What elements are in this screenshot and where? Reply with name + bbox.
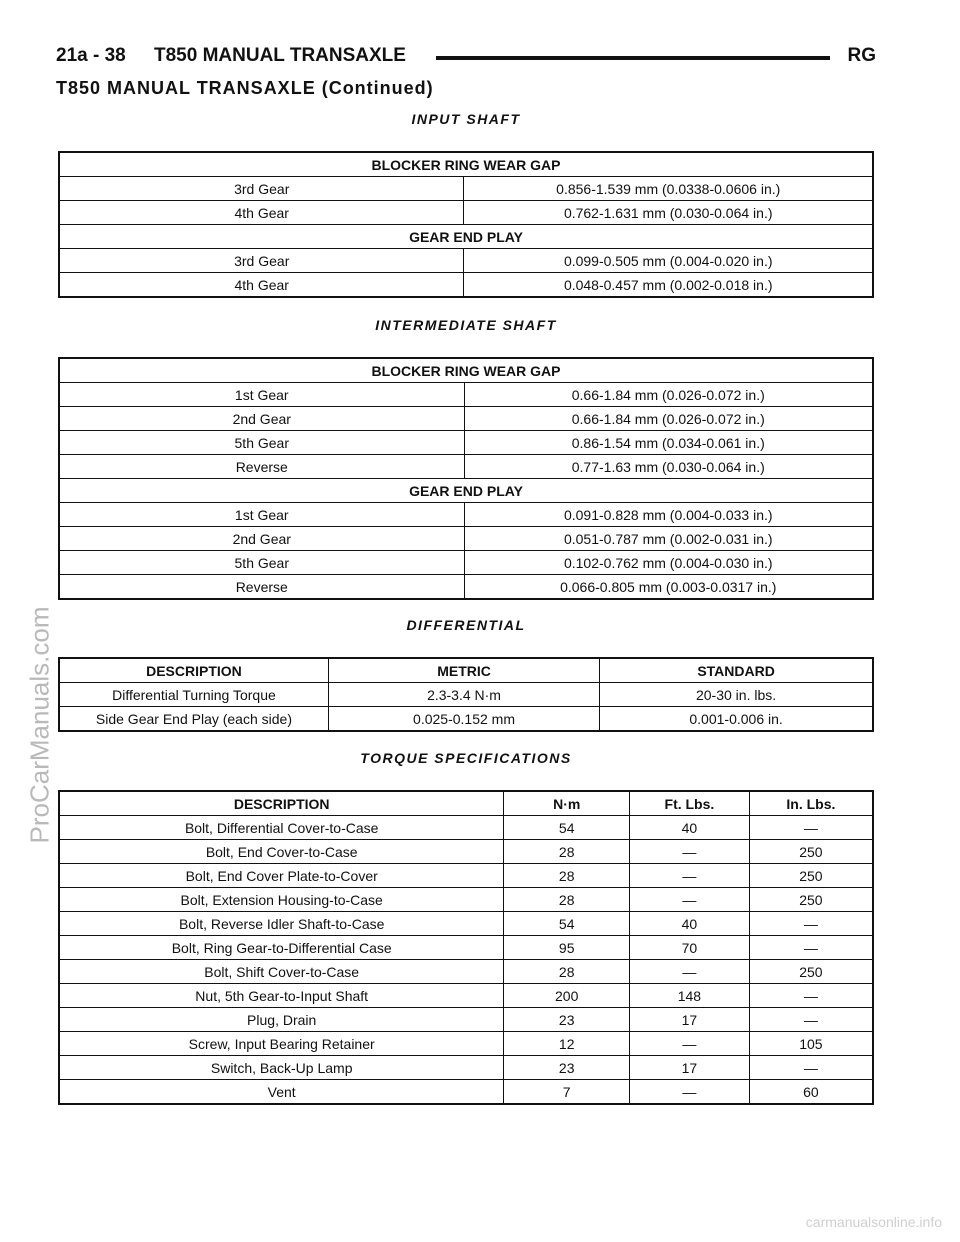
ft-lbs-cell: — bbox=[630, 864, 750, 888]
table-row bbox=[59, 816, 873, 840]
differential-table bbox=[58, 657, 874, 732]
nm-cell: 200 bbox=[504, 984, 630, 1008]
in-lbs-cell: 250 bbox=[749, 960, 873, 984]
table-row bbox=[59, 407, 873, 431]
table-row bbox=[59, 960, 873, 984]
header-rule bbox=[436, 56, 830, 60]
in-lbs-cell: 105 bbox=[749, 1032, 873, 1056]
description-cell: Bolt, Extension Housing-to-Case bbox=[59, 888, 504, 912]
header-code: RG bbox=[847, 45, 876, 66]
input-shaft-title: INPUT SHAFT bbox=[411, 111, 521, 127]
description-cell: Bolt, Ring Gear-to-Differential Case bbox=[59, 936, 504, 960]
ft-lbs-cell: 17 bbox=[630, 1056, 750, 1080]
table-row bbox=[59, 984, 873, 1008]
header-description: DESCRIPTION bbox=[59, 658, 328, 683]
gear-cell: 4th Gear bbox=[59, 273, 464, 298]
spec-cell: 0.66-1.84 mm (0.026-0.072 in.) bbox=[464, 407, 873, 431]
table-row bbox=[59, 888, 873, 912]
intermediate-shaft-table bbox=[58, 357, 874, 600]
gear-cell: 1st Gear bbox=[59, 383, 464, 407]
nm-cell: 28 bbox=[504, 840, 630, 864]
nm-cell: 7 bbox=[504, 1080, 630, 1105]
gear-cell: 3rd Gear bbox=[59, 177, 464, 201]
in-lbs-cell: — bbox=[749, 912, 873, 936]
description-cell: Bolt, Differential Cover-to-Case bbox=[59, 816, 504, 840]
description-cell: Plug, Drain bbox=[59, 1008, 504, 1032]
table-row bbox=[59, 683, 873, 707]
nm-cell: 23 bbox=[504, 1008, 630, 1032]
ft-lbs-cell: 40 bbox=[630, 912, 750, 936]
differential-title: DIFFERENTIAL bbox=[406, 617, 526, 633]
table-row bbox=[59, 455, 873, 479]
spec-cell: 0.762-1.631 mm (0.030-0.064 in.) bbox=[464, 201, 873, 225]
description-cell: Nut, 5th Gear-to-Input Shaft bbox=[59, 984, 504, 1008]
nm-cell: 54 bbox=[504, 912, 630, 936]
header-metric: METRIC bbox=[328, 658, 599, 683]
table-row bbox=[59, 864, 873, 888]
description-cell: Switch, Back-Up Lamp bbox=[59, 1056, 504, 1080]
spec-cell: 0.86-1.54 mm (0.034-0.061 in.) bbox=[464, 431, 873, 455]
description-cell: Differential Turning Torque bbox=[59, 683, 328, 707]
description-cell: Vent bbox=[59, 1080, 504, 1105]
spec-cell: 0.051-0.787 mm (0.002-0.031 in.) bbox=[464, 527, 873, 551]
ft-lbs-cell: — bbox=[630, 1080, 750, 1105]
description-cell: Bolt, End Cover Plate-to-Cover bbox=[59, 864, 504, 888]
ft-lbs-cell: — bbox=[630, 888, 750, 912]
gear-cell: 5th Gear bbox=[59, 551, 464, 575]
description-cell: Screw, Input Bearing Retainer bbox=[59, 1032, 504, 1056]
page-header bbox=[56, 45, 876, 71]
ft-lbs-cell: 17 bbox=[630, 1008, 750, 1032]
table-row bbox=[59, 1056, 873, 1080]
table-row bbox=[59, 551, 873, 575]
ft-lbs-cell: — bbox=[630, 960, 750, 984]
in-lbs-cell: 60 bbox=[749, 1080, 873, 1105]
table-row bbox=[59, 201, 873, 225]
header-nm: N·m bbox=[504, 791, 630, 816]
ft-lbs-cell: 40 bbox=[630, 816, 750, 840]
header-description: DESCRIPTION bbox=[59, 791, 504, 816]
table-row bbox=[59, 575, 873, 600]
gear-cell: Reverse bbox=[59, 575, 464, 600]
nm-cell: 23 bbox=[504, 1056, 630, 1080]
table-row bbox=[59, 1080, 873, 1105]
header-ft-lbs: Ft. Lbs. bbox=[630, 791, 750, 816]
ft-lbs-cell: — bbox=[630, 1032, 750, 1056]
torque-title: TORQUE SPECIFICATIONS bbox=[360, 750, 572, 766]
in-lbs-cell: — bbox=[749, 816, 873, 840]
in-lbs-cell: — bbox=[749, 1056, 873, 1080]
spec-cell: 0.856-1.539 mm (0.0338-0.0606 in.) bbox=[464, 177, 873, 201]
spec-cell: 0.66-1.84 mm (0.026-0.072 in.) bbox=[464, 383, 873, 407]
spec-cell: 0.77-1.63 mm (0.030-0.064 in.) bbox=[464, 455, 873, 479]
gear-cell: 2nd Gear bbox=[59, 527, 464, 551]
nm-cell: 28 bbox=[504, 960, 630, 984]
in-lbs-cell: — bbox=[749, 984, 873, 1008]
nm-cell: 28 bbox=[504, 888, 630, 912]
table-row bbox=[59, 431, 873, 455]
description-cell: Bolt, End Cover-to-Case bbox=[59, 840, 504, 864]
group-heading: BLOCKER RING WEAR GAP bbox=[59, 152, 873, 177]
gear-cell: 3rd Gear bbox=[59, 249, 464, 273]
table-row bbox=[59, 503, 873, 527]
description-cell: Bolt, Reverse Idler Shaft-to-Case bbox=[59, 912, 504, 936]
header-title: T850 MANUAL TRANSAXLE bbox=[154, 45, 406, 66]
group-heading: GEAR END PLAY bbox=[59, 225, 873, 249]
metric-cell: 0.025-0.152 mm bbox=[328, 707, 599, 732]
gear-cell: 5th Gear bbox=[59, 431, 464, 455]
ft-lbs-cell: 70 bbox=[630, 936, 750, 960]
group-heading: GEAR END PLAY bbox=[59, 479, 873, 503]
table-row bbox=[59, 936, 873, 960]
group-heading: BLOCKER RING WEAR GAP bbox=[59, 358, 873, 383]
torque-table bbox=[58, 790, 874, 1105]
nm-cell: 54 bbox=[504, 816, 630, 840]
ft-lbs-cell: — bbox=[630, 840, 750, 864]
intermediate-shaft-title: INTERMEDIATE SHAFT bbox=[375, 317, 557, 333]
spec-cell: 0.091-0.828 mm (0.004-0.033 in.) bbox=[464, 503, 873, 527]
watermark-text: ProCarManuals.com bbox=[24, 606, 55, 844]
table-row bbox=[59, 707, 873, 732]
header-standard: STANDARD bbox=[600, 658, 873, 683]
table-row bbox=[59, 1008, 873, 1032]
footer-watermark: carmanualsonline.info bbox=[805, 1214, 942, 1230]
in-lbs-cell: 250 bbox=[749, 840, 873, 864]
in-lbs-cell: 250 bbox=[749, 888, 873, 912]
standard-cell: 0.001-0.006 in. bbox=[600, 707, 873, 732]
in-lbs-cell: — bbox=[749, 1008, 873, 1032]
input-shaft-table bbox=[58, 151, 874, 298]
description-cell: Side Gear End Play (each side) bbox=[59, 707, 328, 732]
table-row bbox=[59, 273, 873, 298]
gear-cell: Reverse bbox=[59, 455, 464, 479]
table-header-row bbox=[59, 658, 873, 683]
metric-cell: 2.3-3.4 N·m bbox=[328, 683, 599, 707]
table-row bbox=[59, 383, 873, 407]
description-cell: Bolt, Shift Cover-to-Case bbox=[59, 960, 504, 984]
table-row bbox=[59, 527, 873, 551]
table-row bbox=[59, 249, 873, 273]
spec-cell: 0.099-0.505 mm (0.004-0.020 in.) bbox=[464, 249, 873, 273]
gear-cell: 2nd Gear bbox=[59, 407, 464, 431]
spec-cell: 0.066-0.805 mm (0.003-0.0317 in.) bbox=[464, 575, 873, 600]
nm-cell: 28 bbox=[504, 864, 630, 888]
spec-cell: 0.102-0.762 mm (0.004-0.030 in.) bbox=[464, 551, 873, 575]
in-lbs-cell: 250 bbox=[749, 864, 873, 888]
table-row bbox=[59, 177, 873, 201]
spec-cell: 0.048-0.457 mm (0.002-0.018 in.) bbox=[464, 273, 873, 298]
nm-cell: 95 bbox=[504, 936, 630, 960]
gear-cell: 1st Gear bbox=[59, 503, 464, 527]
gear-cell: 4th Gear bbox=[59, 201, 464, 225]
ft-lbs-cell: 148 bbox=[630, 984, 750, 1008]
page-number: 21a - 38 bbox=[56, 45, 126, 66]
continued-title: T850 MANUAL TRANSAXLE (Continued) bbox=[56, 78, 434, 98]
side-watermark bbox=[20, 515, 60, 935]
header-in-lbs: In. Lbs. bbox=[749, 791, 873, 816]
table-header-row bbox=[59, 791, 873, 816]
table-row bbox=[59, 840, 873, 864]
standard-cell: 20-30 in. lbs. bbox=[600, 683, 873, 707]
table-row bbox=[59, 1032, 873, 1056]
nm-cell: 12 bbox=[504, 1032, 630, 1056]
in-lbs-cell: — bbox=[749, 936, 873, 960]
table-row bbox=[59, 912, 873, 936]
